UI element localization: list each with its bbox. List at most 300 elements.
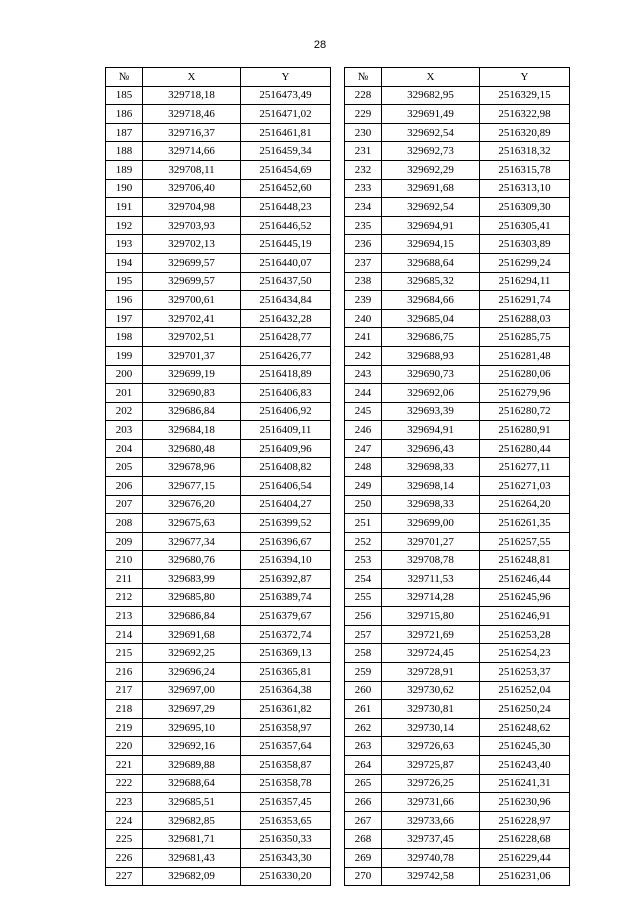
left-y-coordinate: 2516406,92 <box>241 402 331 421</box>
left-point-number: 214 <box>106 625 143 644</box>
left-point-number: 190 <box>106 179 143 198</box>
left-x-coordinate: 329701,37 <box>143 346 241 365</box>
right-point-number: 233 <box>345 179 382 198</box>
right-y-coordinate: 2516303,89 <box>480 235 570 254</box>
left-x-coordinate: 329695,10 <box>143 718 241 737</box>
left-y-coordinate: 2516350,33 <box>241 830 331 849</box>
left-point-number: 201 <box>106 384 143 403</box>
right-x-coordinate: 329699,00 <box>382 514 480 533</box>
right-y-coordinate: 2516250,24 <box>480 700 570 719</box>
table-row <box>106 867 570 886</box>
table-row <box>106 198 570 217</box>
table-row <box>106 105 570 124</box>
right-point-number: 247 <box>345 439 382 458</box>
right-x-coordinate: 329693,39 <box>382 402 480 421</box>
left-y-coordinate: 2516358,97 <box>241 718 331 737</box>
right-point-number: 267 <box>345 811 382 830</box>
column-gap <box>331 384 345 403</box>
right-point-number: 266 <box>345 793 382 812</box>
right-y-coordinate: 2516305,41 <box>480 216 570 235</box>
left-x-coordinate: 329708,11 <box>143 160 241 179</box>
column-gap <box>331 477 345 496</box>
table-row <box>106 458 570 477</box>
column-gap <box>331 309 345 328</box>
left-point-number: 191 <box>106 198 143 217</box>
left-y-coordinate: 2516408,82 <box>241 458 331 477</box>
left-point-number: 204 <box>106 439 143 458</box>
left-y-coordinate: 2516428,77 <box>241 328 331 347</box>
left-y-coordinate: 2516361,82 <box>241 700 331 719</box>
left-point-number: 199 <box>106 346 143 365</box>
left-x-coordinate: 329697,29 <box>143 700 241 719</box>
left-y-header: Y <box>241 68 331 87</box>
left-y-coordinate: 2516357,45 <box>241 793 331 812</box>
right-y-coordinate: 2516299,24 <box>480 253 570 272</box>
left-y-coordinate: 2516452,60 <box>241 179 331 198</box>
right-y-coordinate: 2516241,31 <box>480 774 570 793</box>
left-point-number: 211 <box>106 570 143 589</box>
right-y-coordinate: 2516313,10 <box>480 179 570 198</box>
right-y-coordinate: 2516231,06 <box>480 867 570 886</box>
right-y-coordinate: 2516248,62 <box>480 718 570 737</box>
right-y-coordinate: 2516248,81 <box>480 551 570 570</box>
right-x-coordinate: 329685,04 <box>382 309 480 328</box>
left-x-coordinate: 329686,84 <box>143 402 241 421</box>
right-point-number: 244 <box>345 384 382 403</box>
column-gap <box>331 216 345 235</box>
right-point-number: 259 <box>345 663 382 682</box>
table-row <box>106 123 570 142</box>
right-y-coordinate: 2516228,97 <box>480 811 570 830</box>
left-x-coordinate: 329692,25 <box>143 644 241 663</box>
left-x-coordinate: 329680,48 <box>143 439 241 458</box>
left-point-number: 200 <box>106 365 143 384</box>
column-gap <box>331 867 345 886</box>
right-y-coordinate: 2516294,11 <box>480 272 570 291</box>
left-point-number: 207 <box>106 495 143 514</box>
left-x-coordinate: 329676,20 <box>143 495 241 514</box>
left-x-coordinate: 329675,63 <box>143 514 241 533</box>
left-y-coordinate: 2516432,28 <box>241 309 331 328</box>
table-row <box>106 160 570 179</box>
left-point-number: 196 <box>106 291 143 310</box>
right-y-coordinate: 2516246,44 <box>480 570 570 589</box>
right-point-number: 245 <box>345 402 382 421</box>
left-y-coordinate: 2516358,87 <box>241 755 331 774</box>
column-gap <box>331 458 345 477</box>
right-x-coordinate: 329740,78 <box>382 848 480 867</box>
left-y-coordinate: 2516446,52 <box>241 216 331 235</box>
column-gap <box>331 105 345 124</box>
right-x-coordinate: 329726,63 <box>382 737 480 756</box>
right-x-coordinate: 329686,75 <box>382 328 480 347</box>
right-x-coordinate: 329730,62 <box>382 681 480 700</box>
right-x-coordinate: 329692,73 <box>382 142 480 161</box>
table-row <box>106 793 570 812</box>
right-y-coordinate: 2516277,11 <box>480 458 570 477</box>
left-y-coordinate: 2516396,67 <box>241 532 331 551</box>
right-x-coordinate: 329698,33 <box>382 495 480 514</box>
column-gap <box>331 346 345 365</box>
right-x-coordinate: 329714,28 <box>382 588 480 607</box>
right-x-coordinate: 329688,93 <box>382 346 480 365</box>
table-row <box>106 551 570 570</box>
left-x-coordinate: 329683,99 <box>143 570 241 589</box>
left-x-coordinate: 329677,15 <box>143 477 241 496</box>
right-point-number: 238 <box>345 272 382 291</box>
left-point-number: 227 <box>106 867 143 886</box>
left-x-coordinate: 329703,93 <box>143 216 241 235</box>
right-y-coordinate: 2516245,96 <box>480 588 570 607</box>
column-gap <box>331 514 345 533</box>
right-y-coordinate: 2516280,72 <box>480 402 570 421</box>
left-x-coordinate: 329691,68 <box>143 625 241 644</box>
left-point-number: 188 <box>106 142 143 161</box>
left-point-number: 212 <box>106 588 143 607</box>
table-row <box>106 346 570 365</box>
table-row <box>106 755 570 774</box>
left-y-coordinate: 2516437,50 <box>241 272 331 291</box>
right-y-coordinate: 2516279,96 <box>480 384 570 403</box>
right-x-coordinate: 329685,32 <box>382 272 480 291</box>
right-y-coordinate: 2516318,32 <box>480 142 570 161</box>
left-x-coordinate: 329718,18 <box>143 86 241 105</box>
left-point-number: 193 <box>106 235 143 254</box>
right-point-number: 263 <box>345 737 382 756</box>
left-x-coordinate: 329716,37 <box>143 123 241 142</box>
right-point-number: 258 <box>345 644 382 663</box>
column-gap <box>331 253 345 272</box>
right-y-coordinate: 2516252,04 <box>480 681 570 700</box>
left-y-coordinate: 2516399,52 <box>241 514 331 533</box>
right-x-coordinate: 329682,95 <box>382 86 480 105</box>
left-number-header: № <box>106 68 143 87</box>
right-point-number: 228 <box>345 86 382 105</box>
right-y-coordinate: 2516264,20 <box>480 495 570 514</box>
right-point-number: 255 <box>345 588 382 607</box>
right-point-number: 269 <box>345 848 382 867</box>
table-row <box>106 384 570 403</box>
left-y-coordinate: 2516426,77 <box>241 346 331 365</box>
left-y-coordinate: 2516372,74 <box>241 625 331 644</box>
left-x-coordinate: 329682,09 <box>143 867 241 886</box>
left-point-number: 203 <box>106 421 143 440</box>
left-point-number: 223 <box>106 793 143 812</box>
left-y-coordinate: 2516473,49 <box>241 86 331 105</box>
left-y-coordinate: 2516471,02 <box>241 105 331 124</box>
right-x-coordinate: 329708,78 <box>382 551 480 570</box>
left-y-coordinate: 2516353,65 <box>241 811 331 830</box>
left-point-number: 218 <box>106 700 143 719</box>
right-x-coordinate: 329730,81 <box>382 700 480 719</box>
left-x-coordinate: 329692,16 <box>143 737 241 756</box>
right-x-coordinate: 329731,66 <box>382 793 480 812</box>
right-y-coordinate: 2516291,74 <box>480 291 570 310</box>
left-y-coordinate: 2516459,34 <box>241 142 331 161</box>
table-row <box>106 253 570 272</box>
right-point-number: 246 <box>345 421 382 440</box>
left-point-number: 195 <box>106 272 143 291</box>
column-gap <box>331 848 345 867</box>
right-point-number: 236 <box>345 235 382 254</box>
right-x-coordinate: 329726,25 <box>382 774 480 793</box>
left-y-coordinate: 2516394,10 <box>241 551 331 570</box>
left-point-number: 187 <box>106 123 143 142</box>
left-point-number: 217 <box>106 681 143 700</box>
table-row <box>106 421 570 440</box>
left-y-coordinate: 2516364,38 <box>241 681 331 700</box>
right-point-number: 242 <box>345 346 382 365</box>
column-gap <box>331 68 345 87</box>
left-y-coordinate: 2516389,74 <box>241 588 331 607</box>
left-y-coordinate: 2516404,27 <box>241 495 331 514</box>
right-x-coordinate: 329691,68 <box>382 179 480 198</box>
right-y-coordinate: 2516228,68 <box>480 830 570 849</box>
table-row <box>106 532 570 551</box>
table-row <box>106 142 570 161</box>
left-x-coordinate: 329685,80 <box>143 588 241 607</box>
left-point-number: 197 <box>106 309 143 328</box>
right-y-coordinate: 2516230,96 <box>480 793 570 812</box>
table-row <box>106 272 570 291</box>
left-x-coordinate: 329714,66 <box>143 142 241 161</box>
left-x-coordinate: 329677,34 <box>143 532 241 551</box>
right-x-coordinate: 329688,64 <box>382 253 480 272</box>
table-row <box>106 700 570 719</box>
column-gap <box>331 625 345 644</box>
left-point-number: 189 <box>106 160 143 179</box>
right-point-number: 268 <box>345 830 382 849</box>
left-x-coordinate: 329700,61 <box>143 291 241 310</box>
column-gap <box>331 718 345 737</box>
column-gap <box>331 811 345 830</box>
right-x-coordinate: 329711,53 <box>382 570 480 589</box>
column-gap <box>331 365 345 384</box>
right-y-coordinate: 2516243,40 <box>480 755 570 774</box>
right-y-coordinate: 2516329,15 <box>480 86 570 105</box>
right-x-coordinate: 329733,66 <box>382 811 480 830</box>
right-x-coordinate: 329694,91 <box>382 216 480 235</box>
column-gap <box>331 198 345 217</box>
right-x-header: X <box>382 68 480 87</box>
right-x-coordinate: 329684,66 <box>382 291 480 310</box>
column-gap <box>331 607 345 626</box>
left-point-number: 226 <box>106 848 143 867</box>
right-x-coordinate: 329692,54 <box>382 198 480 217</box>
left-point-number: 216 <box>106 663 143 682</box>
right-x-coordinate: 329694,91 <box>382 421 480 440</box>
table-row <box>106 235 570 254</box>
right-point-number: 243 <box>345 365 382 384</box>
left-y-coordinate: 2516392,87 <box>241 570 331 589</box>
left-y-coordinate: 2516379,67 <box>241 607 331 626</box>
table-row <box>106 848 570 867</box>
table-row <box>106 625 570 644</box>
left-y-coordinate: 2516330,20 <box>241 867 331 886</box>
right-x-coordinate: 329690,73 <box>382 365 480 384</box>
column-gap <box>331 439 345 458</box>
left-x-coordinate: 329702,51 <box>143 328 241 347</box>
right-y-coordinate: 2516320,89 <box>480 123 570 142</box>
left-point-number: 208 <box>106 514 143 533</box>
right-x-coordinate: 329725,87 <box>382 755 480 774</box>
table-row <box>106 681 570 700</box>
right-y-coordinate: 2516288,03 <box>480 309 570 328</box>
right-point-number: 265 <box>345 774 382 793</box>
page-number: 28 <box>313 39 327 51</box>
left-point-number: 209 <box>106 532 143 551</box>
column-gap <box>331 272 345 291</box>
right-y-coordinate: 2516229,44 <box>480 848 570 867</box>
right-x-coordinate: 329691,49 <box>382 105 480 124</box>
left-x-coordinate: 329681,43 <box>143 848 241 867</box>
column-gap <box>331 123 345 142</box>
left-y-coordinate: 2516445,19 <box>241 235 331 254</box>
right-y-coordinate: 2516322,98 <box>480 105 570 124</box>
right-point-number: 229 <box>345 105 382 124</box>
column-gap <box>331 328 345 347</box>
right-y-coordinate: 2516245,30 <box>480 737 570 756</box>
table-row <box>106 514 570 533</box>
right-point-number: 254 <box>345 570 382 589</box>
left-point-number: 194 <box>106 253 143 272</box>
column-gap <box>331 588 345 607</box>
left-x-coordinate: 329718,46 <box>143 105 241 124</box>
left-point-number: 219 <box>106 718 143 737</box>
right-point-number: 262 <box>345 718 382 737</box>
left-point-number: 192 <box>106 216 143 235</box>
column-gap <box>331 235 345 254</box>
right-point-number: 249 <box>345 477 382 496</box>
column-gap <box>331 551 345 570</box>
column-gap <box>331 532 345 551</box>
table-row <box>106 86 570 105</box>
left-point-number: 198 <box>106 328 143 347</box>
table-row <box>106 607 570 626</box>
right-y-coordinate: 2516281,48 <box>480 346 570 365</box>
left-y-coordinate: 2516365,81 <box>241 663 331 682</box>
column-gap <box>331 179 345 198</box>
left-y-coordinate: 2516418,89 <box>241 365 331 384</box>
right-y-coordinate: 2516280,91 <box>480 421 570 440</box>
right-y-coordinate: 2516271,03 <box>480 477 570 496</box>
column-gap <box>331 793 345 812</box>
left-x-coordinate: 329697,00 <box>143 681 241 700</box>
right-x-coordinate: 329698,33 <box>382 458 480 477</box>
left-y-coordinate: 2516409,11 <box>241 421 331 440</box>
column-gap <box>331 644 345 663</box>
table-row <box>106 439 570 458</box>
table-row <box>106 216 570 235</box>
left-y-coordinate: 2516406,54 <box>241 477 331 496</box>
left-point-number: 215 <box>106 644 143 663</box>
right-point-number: 264 <box>345 755 382 774</box>
left-x-coordinate: 329680,76 <box>143 551 241 570</box>
left-point-number: 222 <box>106 774 143 793</box>
right-point-number: 239 <box>345 291 382 310</box>
left-y-coordinate: 2516454,69 <box>241 160 331 179</box>
right-point-number: 270 <box>345 867 382 886</box>
column-gap <box>331 421 345 440</box>
table-row <box>106 663 570 682</box>
right-point-number: 240 <box>345 309 382 328</box>
table-row <box>106 830 570 849</box>
coordinates-table <box>105 67 570 886</box>
column-gap <box>331 495 345 514</box>
column-gap <box>331 160 345 179</box>
left-x-coordinate: 329699,19 <box>143 365 241 384</box>
column-gap <box>331 700 345 719</box>
left-point-number: 202 <box>106 402 143 421</box>
column-gap <box>331 291 345 310</box>
right-x-coordinate: 329692,06 <box>382 384 480 403</box>
right-x-coordinate: 329730,14 <box>382 718 480 737</box>
right-point-number: 241 <box>345 328 382 347</box>
table-row <box>106 365 570 384</box>
right-point-number: 251 <box>345 514 382 533</box>
right-y-coordinate: 2516254,23 <box>480 644 570 663</box>
left-y-coordinate: 2516448,23 <box>241 198 331 217</box>
left-x-coordinate: 329689,88 <box>143 755 241 774</box>
column-gap <box>331 681 345 700</box>
right-point-number: 260 <box>345 681 382 700</box>
right-y-coordinate: 2516253,28 <box>480 625 570 644</box>
right-point-number: 231 <box>345 142 382 161</box>
column-gap <box>331 774 345 793</box>
right-point-number: 257 <box>345 625 382 644</box>
right-x-coordinate: 329721,69 <box>382 625 480 644</box>
left-point-number: 224 <box>106 811 143 830</box>
left-point-number: 186 <box>106 105 143 124</box>
left-point-number: 213 <box>106 607 143 626</box>
table-row <box>106 402 570 421</box>
right-y-coordinate: 2516280,06 <box>480 365 570 384</box>
left-x-coordinate: 329702,41 <box>143 309 241 328</box>
left-x-coordinate: 329706,40 <box>143 179 241 198</box>
right-x-coordinate: 329742,58 <box>382 867 480 886</box>
right-x-coordinate: 329728,91 <box>382 663 480 682</box>
left-x-coordinate: 329686,84 <box>143 607 241 626</box>
column-gap <box>331 402 345 421</box>
right-y-coordinate: 2516257,55 <box>480 532 570 551</box>
table-row <box>106 570 570 589</box>
right-x-coordinate: 329737,45 <box>382 830 480 849</box>
left-point-number: 210 <box>106 551 143 570</box>
column-gap <box>331 830 345 849</box>
table-body <box>106 86 570 886</box>
left-y-coordinate: 2516440,07 <box>241 253 331 272</box>
left-x-coordinate: 329688,64 <box>143 774 241 793</box>
right-x-coordinate: 329715,80 <box>382 607 480 626</box>
right-point-number: 232 <box>345 160 382 179</box>
right-x-coordinate: 329696,43 <box>382 439 480 458</box>
left-x-coordinate: 329699,57 <box>143 253 241 272</box>
right-number-header: № <box>345 68 382 87</box>
right-point-number: 252 <box>345 532 382 551</box>
table-row <box>106 477 570 496</box>
table-header-row <box>106 68 570 87</box>
left-point-number: 220 <box>106 737 143 756</box>
right-x-coordinate: 329701,27 <box>382 532 480 551</box>
table-row <box>106 328 570 347</box>
table-row <box>106 644 570 663</box>
column-gap <box>331 755 345 774</box>
table-row <box>106 811 570 830</box>
left-y-coordinate: 2516357,64 <box>241 737 331 756</box>
left-x-coordinate: 329690,83 <box>143 384 241 403</box>
left-x-coordinate: 329699,57 <box>143 272 241 291</box>
left-x-coordinate: 329678,96 <box>143 458 241 477</box>
